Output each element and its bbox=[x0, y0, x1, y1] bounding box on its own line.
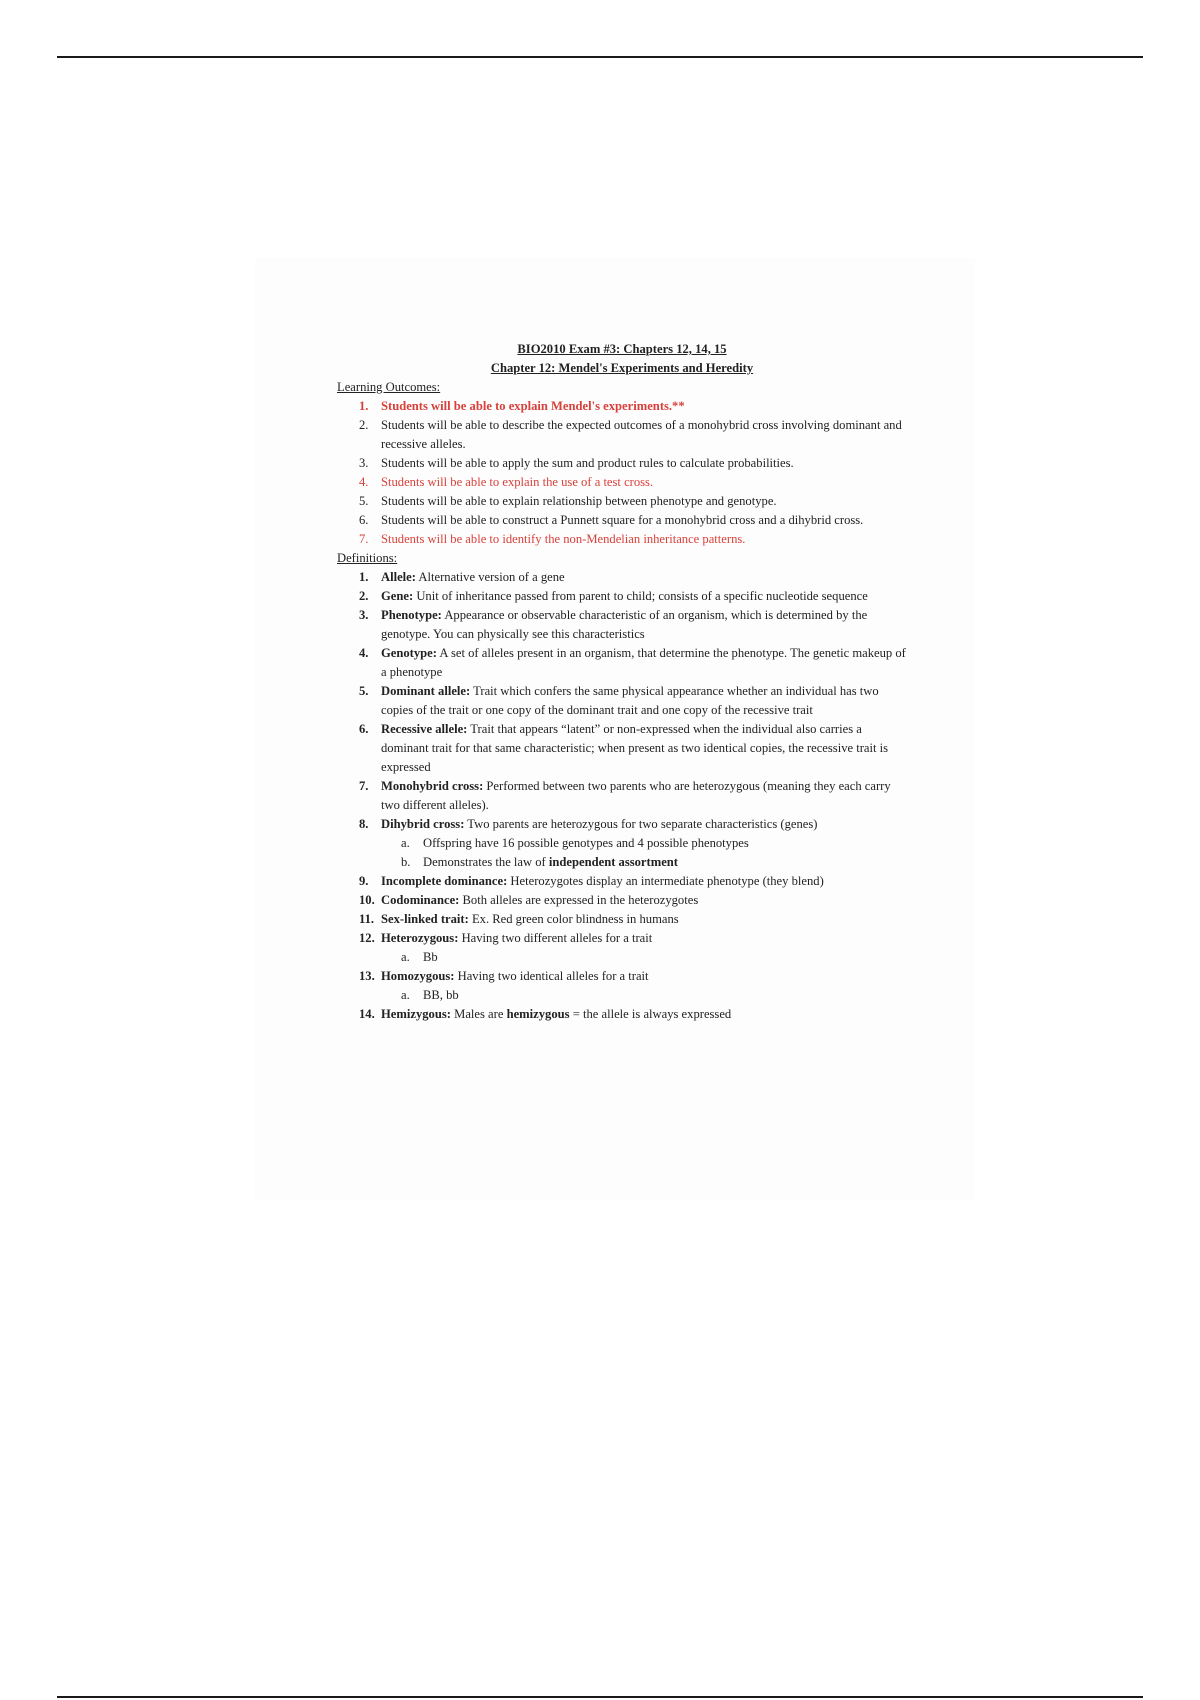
definition-item bbox=[337, 891, 907, 910]
item-number: 7. bbox=[359, 532, 369, 546]
list-item bbox=[337, 473, 907, 492]
item-number: 7. bbox=[359, 779, 369, 793]
definition-term: Gene: bbox=[381, 589, 414, 603]
sub-item-text: Bb bbox=[423, 950, 438, 964]
item-number: 5. bbox=[359, 494, 369, 508]
item-number: 2. bbox=[359, 589, 369, 603]
sub-list-item bbox=[337, 853, 907, 872]
item-number: 2. bbox=[359, 418, 369, 432]
definition-item bbox=[337, 815, 907, 834]
sub-item-letter: a. bbox=[401, 950, 410, 964]
item-text: Students will be able to construct a Punnett square for a monohybrid cross and a dihybrid cross. bbox=[381, 513, 864, 527]
item-number: 3. bbox=[359, 608, 369, 622]
sub-list-item bbox=[337, 948, 907, 967]
definition-text: Having two identical alleles for a trait bbox=[454, 969, 649, 983]
definition-item bbox=[337, 910, 907, 929]
definition-text: Appearance or observable characteristic of an organism, which is determined by the genotype. You can physically see this characteristics bbox=[381, 608, 868, 641]
definition-text: Alternative version of a gene bbox=[415, 570, 565, 584]
item-number: 14. bbox=[359, 1007, 375, 1021]
sub-item-text: Offspring have 16 possible genotypes and 4 possible phenotypes bbox=[423, 836, 749, 850]
sub-list-item bbox=[337, 986, 907, 1005]
definition-tail: = the allele is always expressed bbox=[569, 1007, 732, 1021]
item-number: 1. bbox=[359, 570, 369, 584]
item-number: 9. bbox=[359, 874, 369, 888]
top-rule bbox=[57, 56, 1143, 58]
definition-term: Heterozygous: bbox=[381, 931, 459, 945]
chapter-title: Chapter 12: Mendel's Experiments and Heredity bbox=[490, 361, 754, 375]
definition-term: Dominant allele: bbox=[381, 684, 471, 698]
definition-term: Incomplete dominance: bbox=[381, 874, 508, 888]
item-text: Students will be able to explain the use of a test cross. bbox=[381, 475, 654, 489]
definition-item bbox=[337, 682, 907, 720]
definition-text: Ex. Red green color blindness in humans bbox=[468, 912, 679, 926]
definition-item bbox=[337, 606, 907, 644]
definition-item bbox=[337, 929, 907, 948]
item-number: 6. bbox=[359, 722, 369, 736]
sub-item-text: Demonstrates the law of bbox=[423, 855, 549, 869]
definition-text: Performed between two parents who are heterozygous (meaning they each carry two different alleles). bbox=[381, 779, 891, 812]
item-number: 3. bbox=[359, 456, 369, 470]
list-item bbox=[337, 454, 907, 473]
definition-term: Phenotype: bbox=[381, 608, 442, 622]
item-text: Students will be able to apply the sum and product rules to calculate probabilities. bbox=[381, 456, 794, 470]
list-item bbox=[337, 511, 907, 530]
definition-term: Dihybrid cross: bbox=[381, 817, 465, 831]
item-number: 4. bbox=[359, 646, 369, 660]
definition-item bbox=[337, 777, 907, 815]
definition-text: Heterozygotes display an intermediate phenotype (they blend) bbox=[507, 874, 824, 888]
learning-outcomes-list bbox=[337, 397, 907, 549]
bottom-rule bbox=[57, 1696, 1143, 1698]
sub-item-letter: a. bbox=[401, 988, 410, 1002]
definition-text: Males are bbox=[450, 1007, 507, 1021]
item-number: 12. bbox=[359, 931, 375, 945]
definition-term: Codominance: bbox=[381, 893, 460, 907]
definition-item bbox=[337, 872, 907, 891]
definition-text: Both alleles are expressed in the heterozygotes bbox=[459, 893, 699, 907]
definition-item bbox=[337, 720, 907, 777]
definition-item bbox=[337, 644, 907, 682]
definition-text: Trait which confers the same physical appearance whether an individual has two copies of the trait or one copy of the dominant trait and one copy of the recessive trait bbox=[381, 684, 879, 717]
definition-term: Homozygous: bbox=[381, 969, 455, 983]
definition-item bbox=[337, 967, 907, 986]
item-text: Students will be able to explain relationship between phenotype and genotype. bbox=[381, 494, 777, 508]
item-number: 4. bbox=[359, 475, 369, 489]
definition-item bbox=[337, 1005, 907, 1024]
item-text: Students will be able to identify the non-Mendelian inheritance patterns. bbox=[381, 532, 746, 546]
sub-item-emphasis: independent assortment bbox=[548, 855, 678, 869]
definition-item bbox=[337, 568, 907, 587]
learning-outcomes-heading: Learning Outcomes: bbox=[337, 380, 441, 394]
sub-item-letter: a. bbox=[401, 836, 410, 850]
item-number: 5. bbox=[359, 684, 369, 698]
definition-term: Recessive allele: bbox=[381, 722, 468, 736]
definition-item bbox=[337, 587, 907, 606]
item-number: 6. bbox=[359, 513, 369, 527]
item-number: 13. bbox=[359, 969, 375, 983]
definitions-list bbox=[337, 568, 907, 1024]
item-text: Students will be able to describe the expected outcomes of a monohybrid cross involving dominant and recessive alleles. bbox=[381, 418, 902, 451]
document-body bbox=[337, 340, 907, 1024]
definitions-heading: Definitions: bbox=[337, 551, 398, 565]
definition-term: Genotype: bbox=[381, 646, 437, 660]
definition-text: Two parents are heterozygous for two separate characteristics (genes) bbox=[464, 817, 818, 831]
sub-item-text: BB, bb bbox=[423, 988, 459, 1002]
definition-emphasis: hemizygous bbox=[506, 1007, 570, 1021]
definition-text: A set of alleles present in an organism, that determine the phenotype. The genetic makeup of a phenotype bbox=[381, 646, 906, 679]
list-item bbox=[337, 416, 907, 454]
definition-text: Trait that appears “latent” or non-expressed when the individual also carries a dominant trait for that same characteristic; when present as two identical copies, the recessive trait is expressed bbox=[381, 722, 889, 774]
definition-term: Sex-linked trait: bbox=[381, 912, 469, 926]
item-number: 11. bbox=[359, 912, 375, 926]
list-item bbox=[337, 492, 907, 511]
definition-text: Unit of inheritance passed from parent to child; consists of a specific nucleotide sequence bbox=[413, 589, 868, 603]
list-item bbox=[337, 530, 907, 549]
item-text: Students will be able to explain Mendel's experiments.** bbox=[381, 399, 685, 413]
definition-term: Hemizygous: bbox=[381, 1007, 451, 1021]
definition-text: Having two different alleles for a trait bbox=[458, 931, 653, 945]
document-title: BIO2010 Exam #3: Chapters 12, 14, 15 bbox=[517, 342, 727, 356]
sub-list-item bbox=[337, 834, 907, 853]
definition-term: Monohybrid cross: bbox=[381, 779, 484, 793]
list-item bbox=[337, 397, 907, 416]
item-number: 1. bbox=[359, 399, 369, 413]
sub-item-letter: b. bbox=[401, 855, 411, 869]
item-number: 10. bbox=[359, 893, 375, 907]
item-number: 8. bbox=[359, 817, 369, 831]
definition-term: Allele: bbox=[381, 570, 416, 584]
